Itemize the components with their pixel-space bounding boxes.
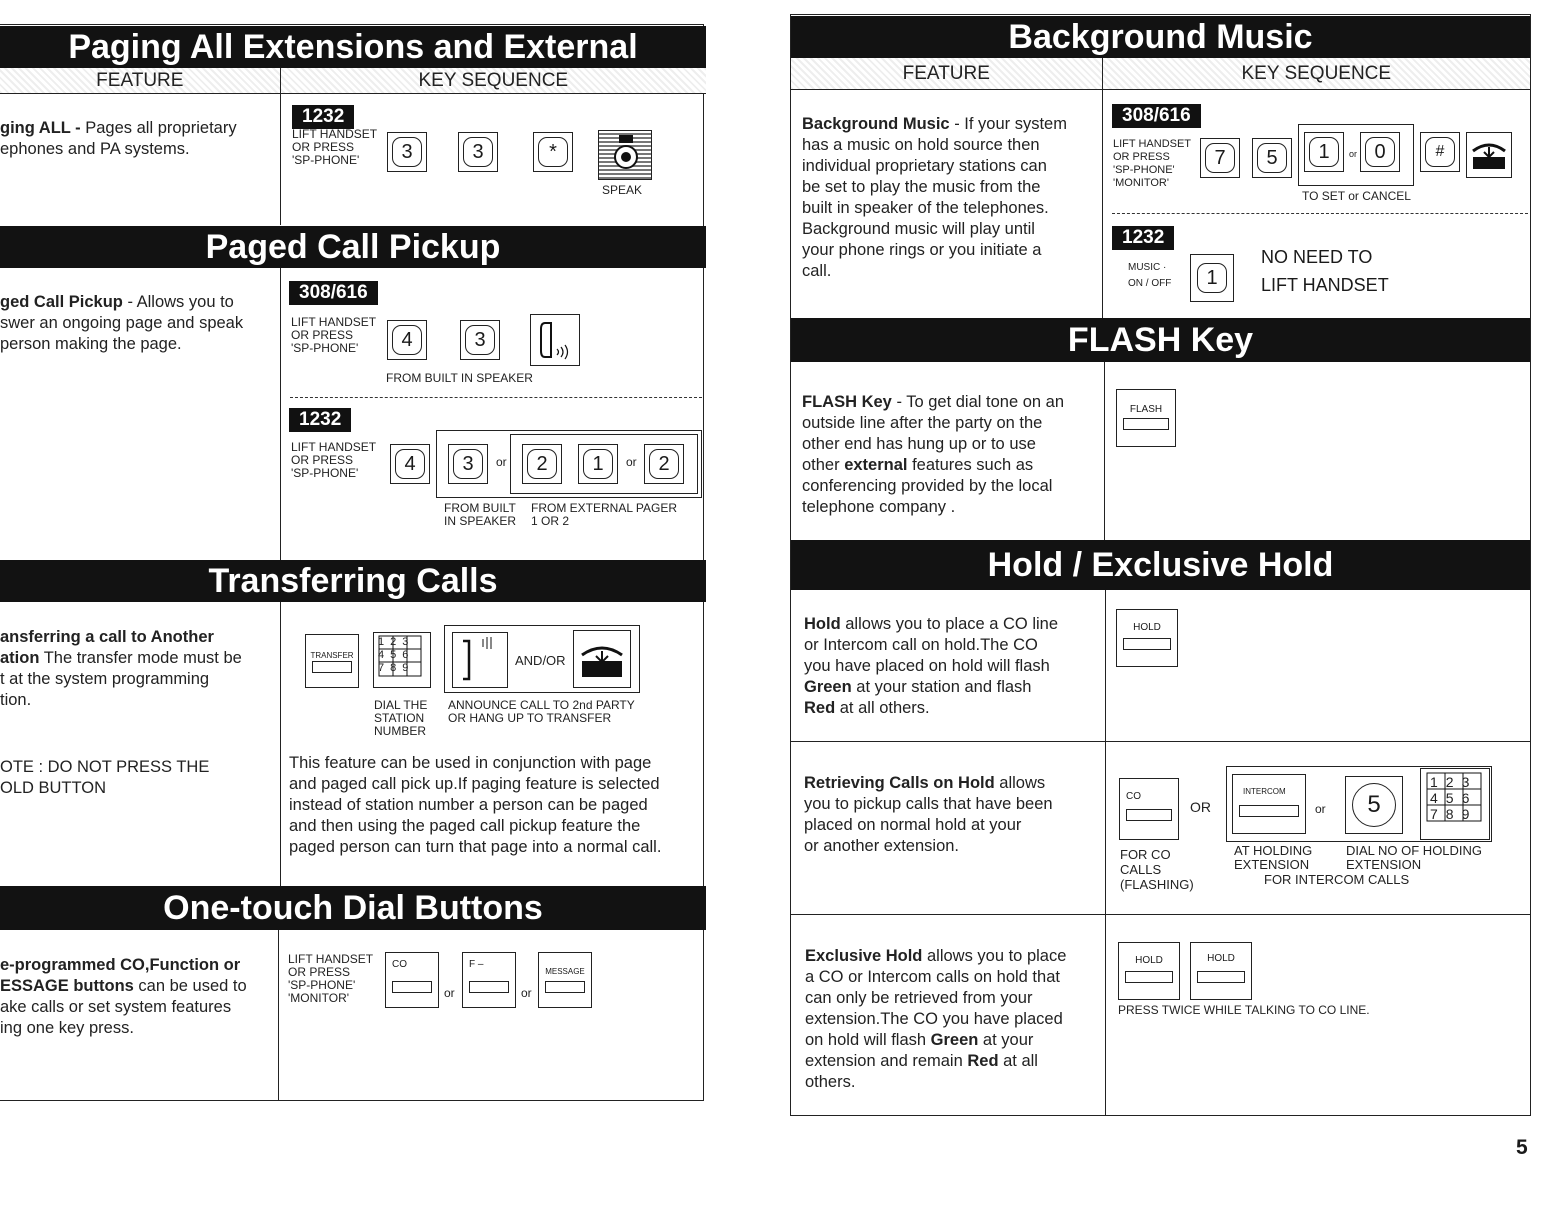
bgm-desc: Background Music - If your system has a music on hold source then individual proprietary stations can be set to play the music from the built in speaker of the telephones. Background music will play until your phone rings or you initiate a call. bbox=[802, 115, 1067, 280]
transfer-note: OTE : DO NOT PRESS THE OLD BUTTON bbox=[0, 758, 210, 797]
co-button: CO bbox=[1119, 778, 1179, 840]
divider bbox=[280, 602, 281, 886]
divider bbox=[278, 930, 279, 1101]
hold-button: HOLD bbox=[1116, 609, 1178, 667]
or-label: or bbox=[521, 986, 532, 1000]
section-title-onetouch: One-touch Dial Buttons bbox=[0, 886, 706, 930]
speaker-icon bbox=[598, 130, 652, 180]
section-title-bgm: Background Music bbox=[791, 16, 1530, 58]
dial-key: 1 bbox=[1190, 254, 1234, 302]
from-external-label: FROM EXTERNAL PAGER 1 OR 2 bbox=[531, 501, 678, 528]
col-feature: FEATURE bbox=[902, 62, 990, 84]
divider bbox=[1104, 362, 1105, 540]
instruction-text: LIFT HANDSET OR PRESS 'SP-PHONE' bbox=[291, 440, 377, 480]
dial-key: 3 bbox=[458, 132, 498, 172]
dial-key: 5 bbox=[1252, 138, 1292, 178]
section-title-paged: Paged Call Pickup bbox=[0, 226, 706, 268]
model-badge: 1232 bbox=[289, 408, 351, 432]
onetouch-desc: e-programmed CO,Function or ESSAGE buttons can be used to ake calls or set system features ing one key press. bbox=[0, 956, 247, 1037]
paged-desc: ged Call Pickup - Allows you to swer an ongoing page and speak person making the page. bbox=[0, 293, 244, 353]
col-feature: FEATURE bbox=[96, 69, 184, 91]
flash-button: FLASH bbox=[1116, 389, 1176, 447]
column-header bbox=[0, 68, 706, 94]
keypad-digits: 123 456 789 bbox=[1430, 774, 1478, 822]
dial-key: 2 bbox=[644, 444, 684, 484]
or-label: or bbox=[1315, 802, 1326, 816]
or-label: OR bbox=[1190, 799, 1211, 815]
speak-label: SPEAK bbox=[602, 183, 643, 197]
dial-key: 0 bbox=[1360, 132, 1400, 172]
section-title-paging: Paging All Extensions and External bbox=[0, 26, 706, 68]
row-separator bbox=[791, 914, 1530, 915]
from-builtin-label: FROM BUILT IN SPEAKER bbox=[386, 371, 533, 385]
dial-key: 3 bbox=[387, 132, 427, 172]
divider bbox=[280, 94, 281, 225]
col-keyseq: KEY SEQUENCE bbox=[1102, 58, 1530, 89]
for-co-label: FOR CO CALLS (FLASHING) bbox=[1120, 847, 1194, 892]
hangup-icon bbox=[1466, 132, 1512, 178]
or-label: or bbox=[1349, 149, 1358, 159]
flash-desc: FLASH Key - To get dial tone on an outside line after the party on the other end has hung up or to use other external features such as conferencing provided by the local telephone company . bbox=[802, 393, 1065, 516]
divider bbox=[280, 268, 281, 560]
dial-key: 4 bbox=[387, 320, 427, 360]
divider bbox=[1105, 590, 1106, 1116]
hold-button: HOLD bbox=[1118, 942, 1180, 1000]
exclusive-desc: Exclusive Hold allows you to place a CO or Intercom calls on hold that can only be retrieved from your extension.The CO you have placed on hold will flash Green at your extension and remain Red at all others. bbox=[805, 947, 1067, 1091]
dial-key: 1 bbox=[578, 444, 618, 484]
press-twice-label: PRESS TWICE WHILE TALKING TO CO LINE. bbox=[1118, 1003, 1370, 1017]
instruction-text: LIFT HANDSET OR PRESS 'SP-PHONE' bbox=[292, 127, 378, 167]
dial-key: 5 bbox=[1345, 776, 1403, 834]
dial-station-label: DIAL THE STATION NUMBER bbox=[374, 698, 428, 738]
handset-icon bbox=[530, 314, 580, 366]
co-button: CO bbox=[385, 952, 439, 1008]
instruction-text: LIFT HANDSET OR PRESS 'SP-PHONE' 'MONITOR' bbox=[288, 952, 374, 1005]
dial-key: 3 bbox=[448, 444, 488, 484]
transfer-button: TRANSFER bbox=[305, 634, 359, 688]
music-onoff-label: MUSIC · ON / OFF bbox=[1128, 262, 1172, 289]
or-label: or bbox=[496, 455, 507, 469]
section-title-hold: Hold / Exclusive Hold bbox=[791, 540, 1530, 590]
andor-label: AND/OR bbox=[515, 653, 566, 668]
hold-button: HOLD bbox=[1190, 942, 1252, 1000]
dial-key: 1 bbox=[1304, 132, 1344, 172]
at-holding-label: AT HOLDING EXTENSION bbox=[1234, 843, 1313, 872]
transfer-paragraph: This feature can be used in conjunction with page and paged call pick up.If paging feature is selected instead of station number a person can be paged and then using the paged call pickup feature the paged person can turn that page into a normal call. bbox=[289, 754, 662, 856]
retrieve-desc: Retrieving Calls on Hold allows you to pickup calls that have been placed on normal hold at your or another extension. bbox=[804, 774, 1053, 855]
dial-key: * bbox=[533, 132, 573, 172]
hangup-icon bbox=[573, 630, 631, 688]
row-separator bbox=[791, 741, 1530, 742]
model-badge: 308/616 bbox=[1112, 104, 1201, 128]
intercom-button: INTERCOM bbox=[1232, 774, 1306, 834]
message-button: MESSAGE bbox=[538, 952, 592, 1008]
transfer-desc: ansferring a call to Another ation The transfer mode must be t at the system programming tion. bbox=[0, 628, 242, 709]
hold-desc: Hold allows you to place a CO line or Intercom call on hold.The CO you have placed on hold will flash Green at your station and flash Red at all others. bbox=[804, 615, 1059, 717]
for-intercom-label: FOR INTERCOM CALLS bbox=[1264, 872, 1410, 887]
handset-icon bbox=[452, 632, 508, 688]
noneed-label: NO NEED TO LIFT HANDSET bbox=[1261, 247, 1389, 295]
model-badge: 1232 bbox=[1112, 226, 1174, 250]
section-title-flash: FLASH Key bbox=[791, 318, 1530, 362]
dial-key: 7 bbox=[1200, 138, 1240, 178]
function-button: F – bbox=[462, 952, 516, 1008]
model-badge: 308/616 bbox=[289, 281, 378, 305]
model-badge: 1232 bbox=[292, 105, 354, 129]
or-label: or bbox=[626, 455, 637, 469]
announce-label: ANNOUNCE CALL TO 2nd PARTY OR HANG UP TO TRANSFER bbox=[448, 698, 635, 725]
col-keyseq: KEY SEQUENCE bbox=[280, 68, 706, 93]
dial-key: 2 bbox=[522, 444, 562, 484]
column-header bbox=[791, 58, 1530, 90]
section-title-transfer: Transferring Calls bbox=[0, 560, 706, 602]
dial-key: 4 bbox=[390, 444, 430, 484]
or-label: or bbox=[444, 986, 455, 1000]
toset-label: TO SET or CANCEL bbox=[1302, 189, 1411, 203]
dial-key: # bbox=[1420, 132, 1460, 172]
paging-desc: ging ALL - Pages all proprietary ephones and PA systems. bbox=[0, 119, 237, 158]
dial-key: 3 bbox=[460, 320, 500, 360]
instruction-text: LIFT HANDSET OR PRESS 'SP-PHONE' 'MONITOR' bbox=[1113, 138, 1192, 189]
from-built-label: FROM BUILT IN SPEAKER bbox=[444, 501, 517, 528]
divider bbox=[1102, 90, 1103, 318]
page-number: 5 bbox=[1516, 1136, 1528, 1159]
dial-no-label: DIAL NO OF HOLDING EXTENSION bbox=[1346, 843, 1483, 872]
dashed-separator bbox=[290, 397, 702, 398]
instruction-text: LIFT HANDSET OR PRESS 'SP-PHONE' bbox=[291, 315, 377, 355]
dashed-separator bbox=[1112, 213, 1528, 214]
keypad-digits: 123 456 789 bbox=[378, 636, 415, 674]
